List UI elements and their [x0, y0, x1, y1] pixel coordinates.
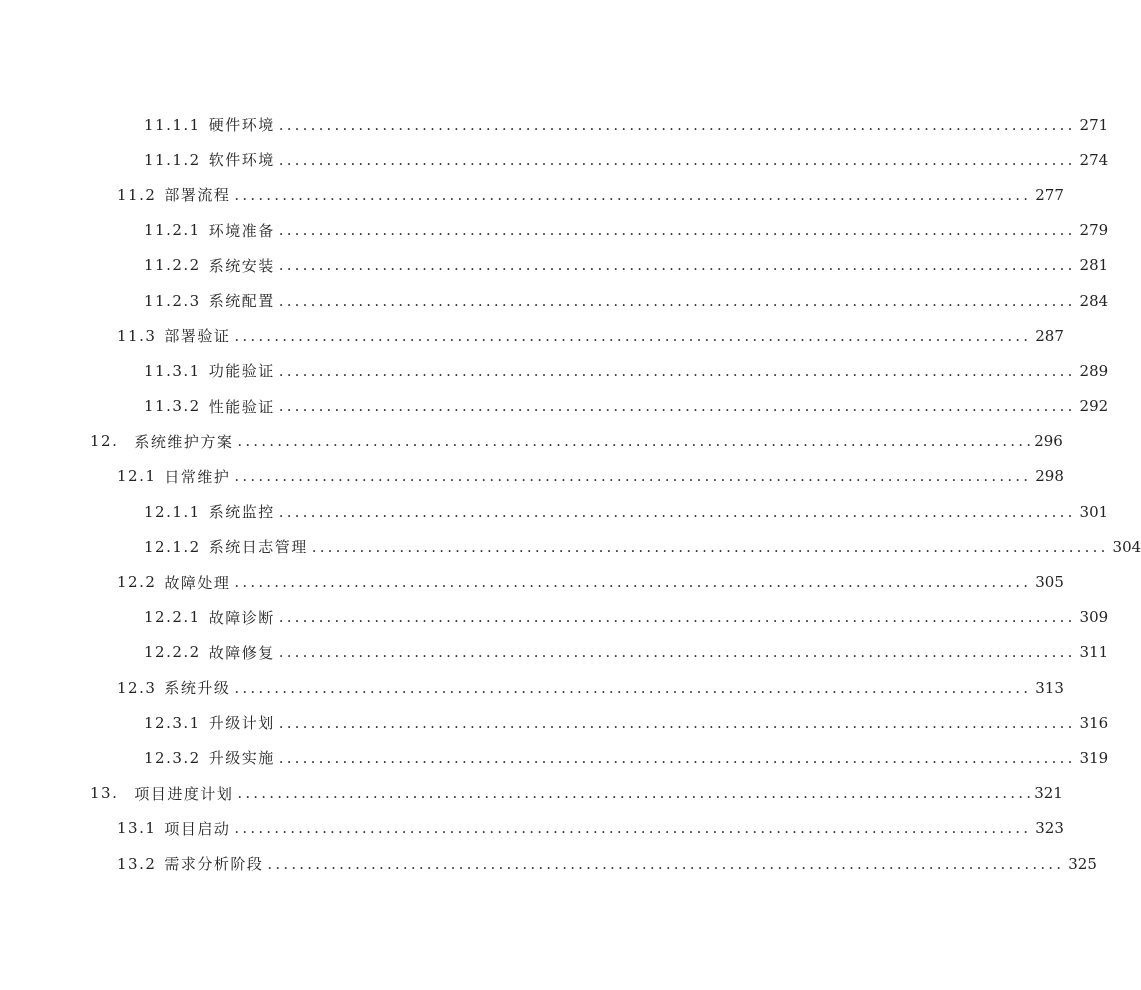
toc-entry-title: 故障诊断 — [208, 608, 275, 627]
toc-entry-page: 298 — [1035, 467, 1064, 486]
toc-entry-12-2-2[interactable] — [0, 635, 1109, 670]
toc-entry-page: 289 — [1079, 361, 1109, 380]
toc-entry-page: 296 — [1034, 432, 1063, 451]
toc-entry-13-1[interactable] — [0, 811, 1064, 846]
toc-entry-title: 项目启动 — [164, 819, 231, 838]
toc-entry-page: 304 — [1112, 537, 1141, 556]
toc-dot-leader: .................................................................................................... — [278, 150, 1076, 169]
toc-entry-12[interactable] — [0, 424, 1063, 459]
toc-entry-number: 13. — [90, 784, 119, 803]
toc-dot-leader: .................................................................................................... — [278, 221, 1076, 240]
toc-entry-11-2[interactable] — [0, 177, 1064, 212]
toc-entry-page: 323 — [1035, 819, 1064, 838]
toc-entry-title: 系统监控 — [208, 503, 275, 522]
toc-entry-number: 12.3.1 — [144, 713, 201, 732]
toc-entry-title: 部署流程 — [164, 186, 231, 205]
toc-entry-number: 12.1.2 — [144, 537, 201, 556]
toc-entry-title: 功能验证 — [208, 362, 275, 381]
toc-entry-page: 292 — [1079, 397, 1109, 416]
toc-entry-page: 284 — [1079, 291, 1109, 310]
toc-entry-page: 305 — [1035, 573, 1064, 592]
toc-entry-title: 故障修复 — [208, 643, 275, 662]
toc-entry-number: 12.1 — [117, 467, 157, 486]
toc-dot-leader: .................................................................................................... — [278, 643, 1076, 662]
toc-entry-number: 11.2.2 — [144, 256, 201, 275]
toc-entry-12-1[interactable] — [0, 459, 1064, 494]
toc-entry-number: 11.2.3 — [144, 291, 201, 310]
toc-entry-title: 日常维护 — [164, 467, 231, 486]
toc-entry-11-2-3[interactable] — [0, 283, 1109, 318]
toc-dot-leader: .................................................................................................... — [234, 819, 1032, 838]
toc-entry-title: 升级计划 — [208, 714, 275, 733]
table-of-contents — [0, 107, 1141, 881]
toc-entry-page: 281 — [1079, 256, 1109, 275]
toc-entry-title: 需求分析阶段 — [164, 855, 264, 874]
toc-entry-page: 313 — [1035, 678, 1064, 697]
toc-entry-11-2-1[interactable] — [0, 213, 1109, 248]
toc-dot-leader: .................................................................................................... — [278, 748, 1076, 767]
toc-entry-title: 升级实施 — [208, 749, 275, 768]
toc-entry-title: 部署验证 — [164, 327, 231, 346]
toc-dot-leader: .................................................................................................... — [278, 608, 1076, 627]
toc-entry-page: 311 — [1079, 643, 1109, 662]
toc-entry-number: 11.1.1 — [144, 115, 201, 134]
toc-entry-title: 项目进度计划 — [134, 784, 234, 803]
toc-entry-12-2-1[interactable] — [0, 600, 1109, 635]
toc-entry-number: 11.3.2 — [144, 397, 201, 416]
toc-dot-leader: .................................................................................................... — [234, 678, 1032, 697]
toc-dot-leader: .................................................................................................... — [278, 361, 1076, 380]
toc-dot-leader: .................................................................................................... — [278, 291, 1076, 310]
toc-entry-13-2[interactable] — [0, 846, 1097, 881]
toc-entry-12-1-1[interactable] — [0, 494, 1109, 529]
toc-entry-number: 11.2 — [117, 185, 157, 204]
toc-entry-number: 12.2.2 — [144, 643, 201, 662]
toc-entry-page: 279 — [1079, 221, 1109, 240]
toc-dot-leader: .................................................................................................... — [234, 467, 1032, 486]
toc-entry-page: 325 — [1068, 854, 1097, 873]
toc-dot-leader: .................................................................................................... — [278, 502, 1076, 521]
toc-entry-number: 13.2 — [117, 854, 157, 873]
toc-entry-number: 12. — [90, 432, 119, 451]
toc-entry-11-2-2[interactable] — [0, 248, 1109, 283]
toc-dot-leader: .................................................................................................... — [278, 115, 1076, 134]
toc-entry-title: 系统安装 — [208, 256, 275, 275]
toc-entry-page: 274 — [1079, 150, 1109, 169]
toc-entry-title: 系统配置 — [208, 292, 275, 311]
toc-entry-page: 319 — [1079, 748, 1109, 767]
toc-dot-leader: .................................................................................................... — [278, 397, 1076, 416]
toc-dot-leader: .................................................................................................... — [234, 326, 1032, 345]
toc-entry-title: 性能验证 — [208, 397, 275, 416]
toc-entry-12-3-1[interactable] — [0, 705, 1109, 740]
toc-entry-number: 13.1 — [117, 819, 157, 838]
toc-entry-12-3[interactable] — [0, 670, 1064, 705]
toc-entry-title: 系统日志管理 — [208, 538, 308, 557]
toc-entry-title: 软件环境 — [208, 151, 275, 170]
toc-entry-number: 12.3 — [117, 678, 157, 697]
toc-entry-number: 11.3.1 — [144, 361, 201, 380]
toc-entry-number: 12.2 — [117, 573, 157, 592]
toc-entry-12-2[interactable] — [0, 564, 1064, 599]
toc-entry-page: 287 — [1035, 326, 1064, 345]
toc-entry-13[interactable] — [0, 776, 1063, 811]
toc-entry-title: 系统维护方案 — [134, 432, 234, 451]
toc-dot-leader: .................................................................................................... — [278, 713, 1076, 732]
toc-entry-title: 硬件环境 — [208, 116, 275, 135]
toc-entry-title: 系统升级 — [164, 679, 231, 698]
toc-entry-11-3-1[interactable] — [0, 353, 1109, 388]
toc-entry-12-1-2[interactable] — [0, 529, 1141, 564]
toc-dot-leader: .................................................................................................... — [237, 784, 1035, 803]
toc-dot-leader: .................................................................................................... — [311, 537, 1109, 556]
toc-entry-page: 321 — [1034, 784, 1063, 803]
toc-entry-title: 环境准备 — [208, 221, 275, 240]
toc-entry-11-3[interactable] — [0, 318, 1064, 353]
toc-entry-number: 12.2.1 — [144, 608, 201, 627]
toc-entry-number: 11.1.2 — [144, 150, 201, 169]
toc-entry-page: 316 — [1079, 713, 1109, 732]
toc-entry-title: 故障处理 — [164, 573, 231, 592]
toc-entry-12-3-2[interactable] — [0, 740, 1109, 775]
toc-dot-leader: .................................................................................................... — [278, 256, 1076, 275]
toc-entry-number: 11.2.1 — [144, 221, 201, 240]
toc-dot-leader: .................................................................................................... — [237, 432, 1035, 451]
toc-entry-page: 301 — [1079, 502, 1109, 521]
toc-dot-leader: .................................................................................................... — [267, 854, 1065, 873]
toc-entry-number: 12.1.1 — [144, 502, 201, 521]
toc-entry-page: 271 — [1079, 115, 1109, 134]
toc-entry-number: 11.3 — [117, 326, 157, 345]
toc-entry-number: 12.3.2 — [144, 748, 201, 767]
toc-entry-11-1-2[interactable] — [0, 142, 1109, 177]
toc-entry-page: 277 — [1035, 185, 1064, 204]
toc-entry-11-3-2[interactable] — [0, 389, 1109, 424]
toc-dot-leader: .................................................................................................... — [234, 185, 1032, 204]
toc-entry-page: 309 — [1079, 608, 1109, 627]
toc-entry-11-1-1[interactable] — [0, 107, 1109, 142]
toc-dot-leader: .................................................................................................... — [234, 573, 1032, 592]
